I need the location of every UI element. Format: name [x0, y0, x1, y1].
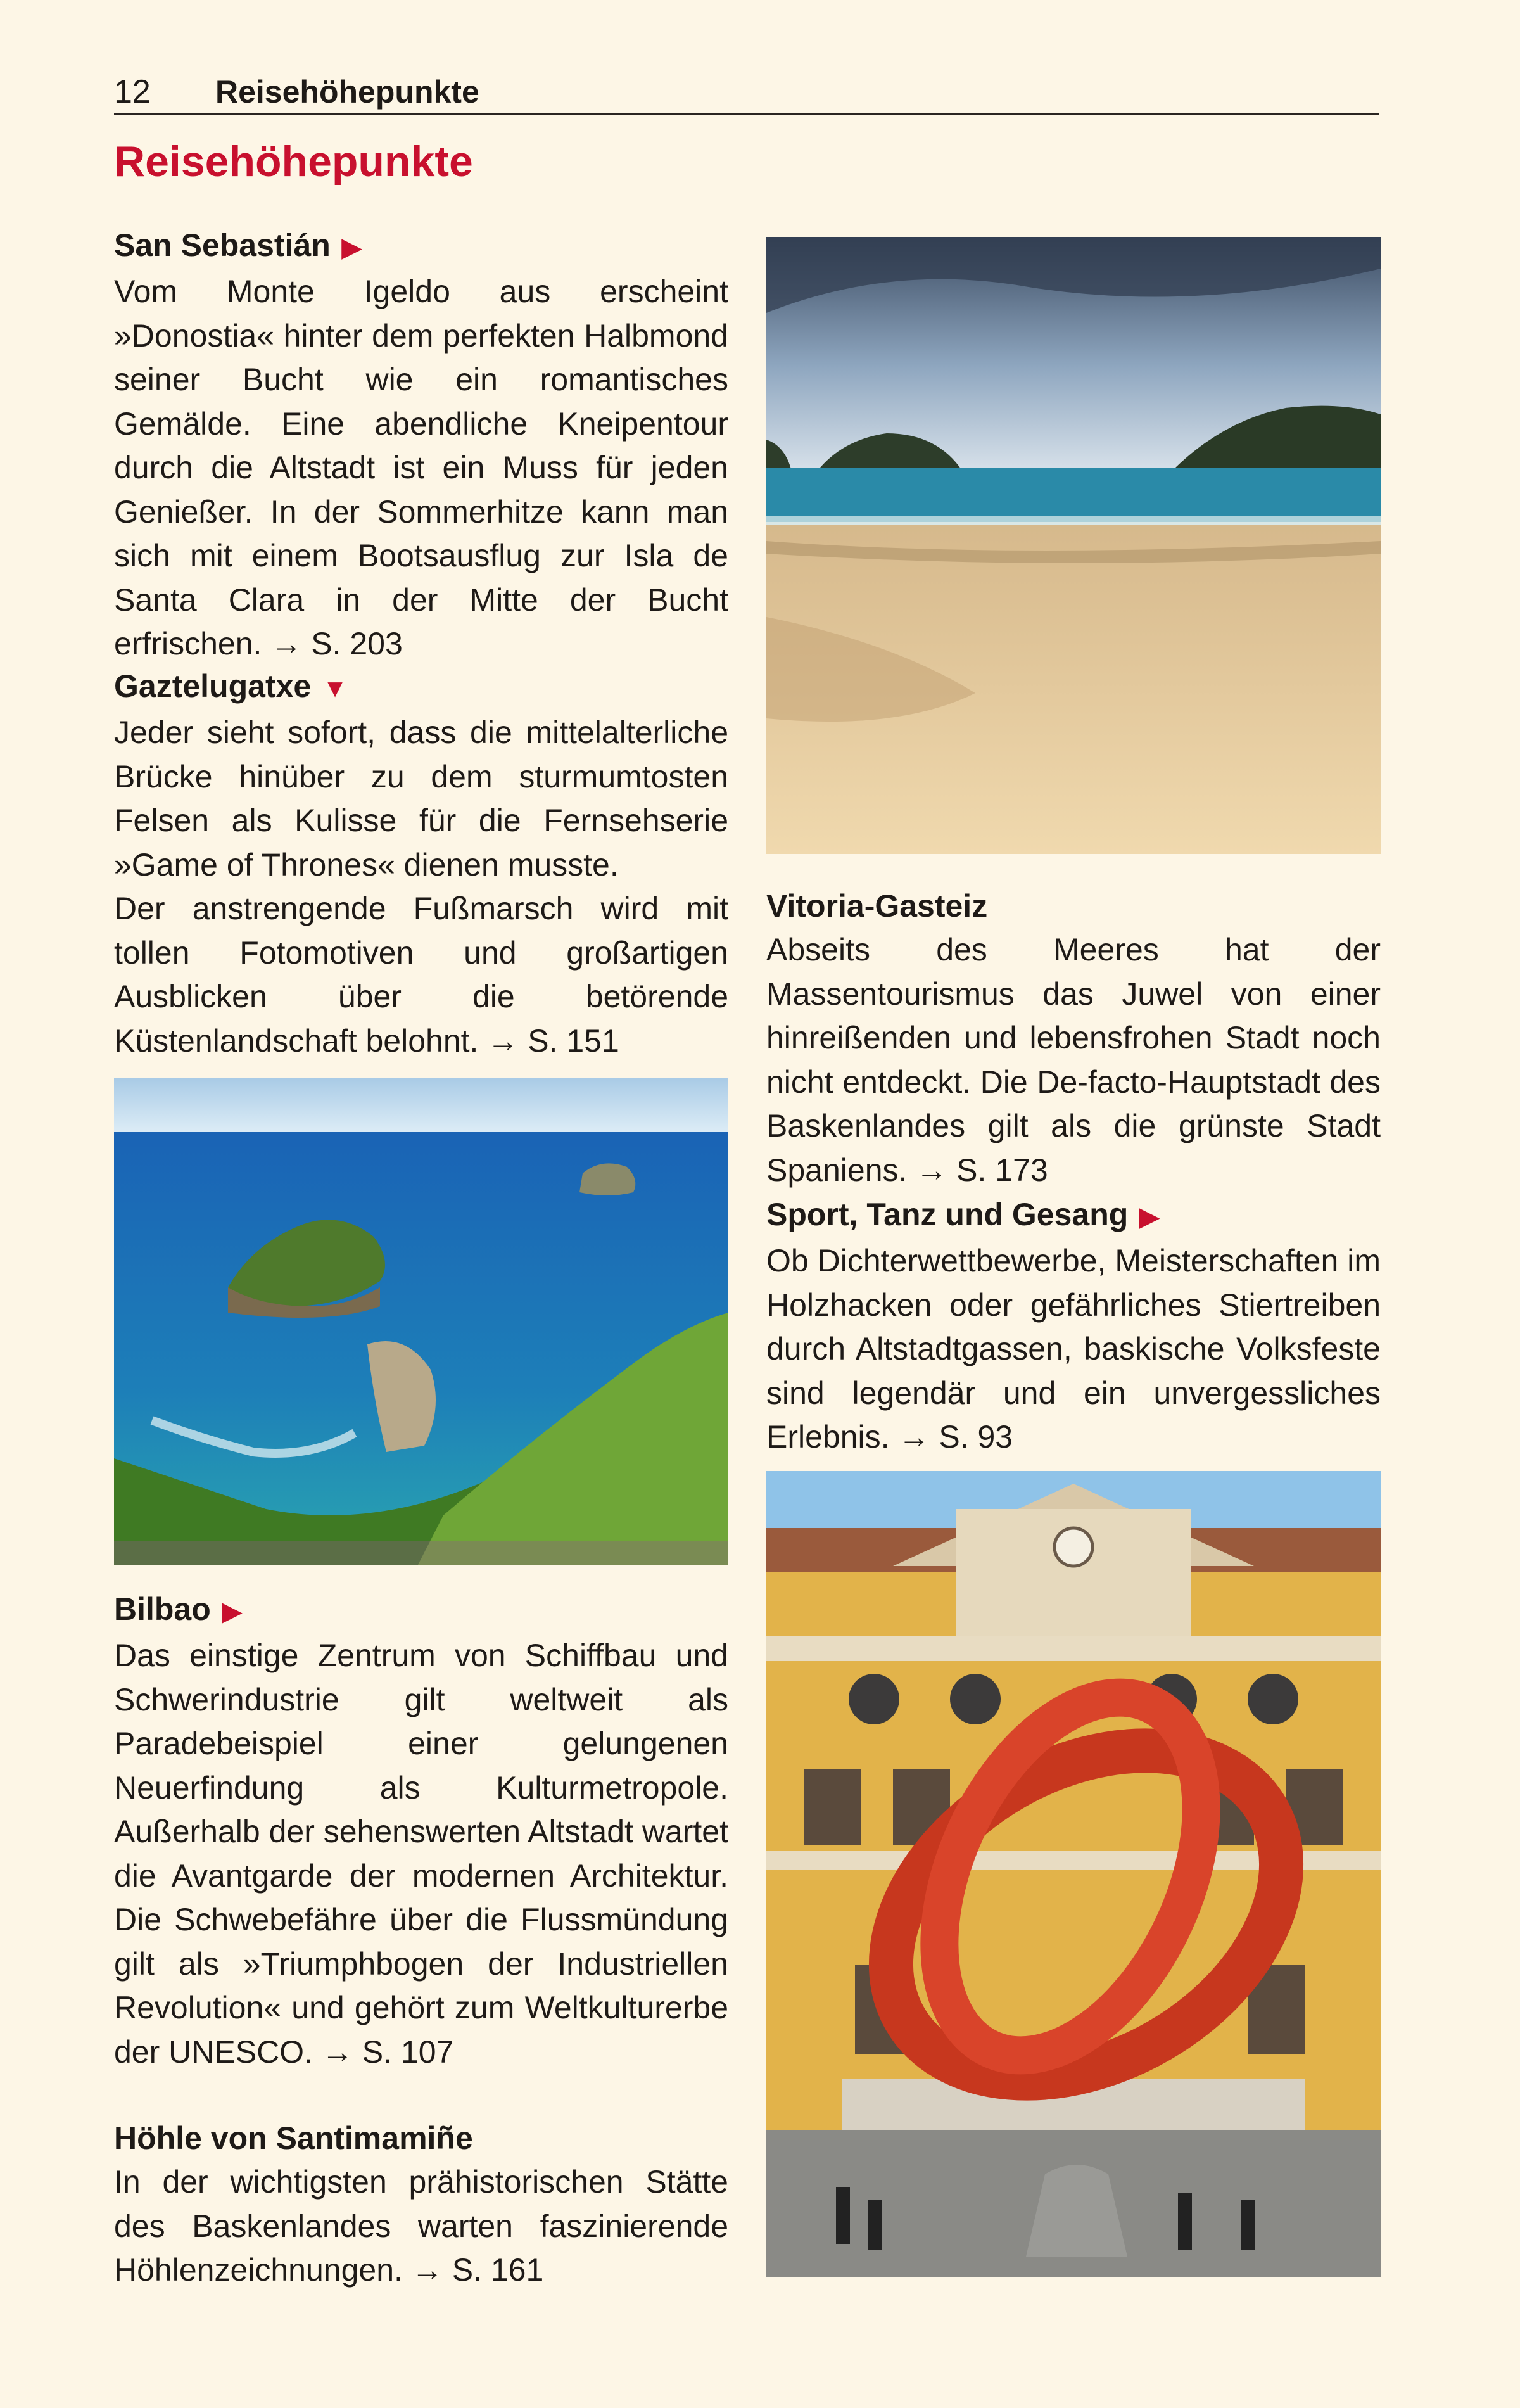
page-title: Reisehöhepunkte	[114, 137, 473, 186]
running-header	[114, 71, 1379, 115]
running-title: Reisehöhepunkte	[215, 74, 479, 110]
arrow-down-icon: ▼	[322, 675, 348, 703]
arrow-right-icon: ▶	[222, 1598, 242, 1626]
section-heading: Bilbao ▶	[114, 1587, 728, 1634]
section-heading: Gaztelugatxe ▼	[114, 664, 728, 711]
arrow-right-icon: ▶	[1139, 1203, 1160, 1231]
arrow-right-icon: ▶	[341, 234, 362, 262]
section-text: Vom Monte Igeldo aus erscheint »Donostia« hinter dem perfekten Halbmond seiner Bucht wie ein romantisches Gemälde. Eine abendliche Kneipentour durch die Altstadt ist ein Muss für jeden Genießer. In der Sommerhitze kann man sich mit einem Bootsausflug zur Isla de Santa Clara in der Mitte der Bucht erfrischen. → S. 203	[114, 274, 728, 661]
section-text: Ob Dichterwettbewerbe, Meisterschaften im Holzhacken oder gefährliches Stiertreiben durch Altstadtgassen, baskische Volksfeste sind legendär und ein unvergessliches Erlebnis. → S. 93	[766, 1243, 1381, 1455]
section-text: Das einstige Zentrum von Schiffbau und Schwerindustrie gilt weltweit als Paradebeispiel einer gelungenen Neuerfindung als Kulturmetropole. Außerhalb der sehenswerten Altstadt wartet die Avantgarde der modernen Architektur. Die Schwebefähre über die Flussmündung gilt als »Triumphbogen der Industriellen Revolution« und gehört zum Weltkulturerbe der UNESCO. → S. 107	[114, 1638, 728, 2070]
section-vitoria	[766, 884, 1381, 1192]
section-hoehle	[114, 2116, 728, 2293]
section-heading: Sport, Tanz und Gesang ▶	[766, 1192, 1381, 1239]
section-text: Abseits des Meeres hat der Massentourismus das Juwel von einer hinreißenden und lebensfrohen Stadt noch nicht entdeckt. Die De-facto-Hauptstadt des Baskenlandes gilt als die grünste Stadt Spaniens. → S. 173	[766, 932, 1381, 1188]
section-bilbao	[114, 1587, 728, 2074]
section-san-sebastian	[114, 223, 728, 666]
section-gaztelugatxe	[114, 664, 728, 1063]
page-number: 12	[114, 73, 151, 110]
section-text: In der wichtigsten prähistorischen Stätte des Baskenlandes warten faszinierende Höhlenzeichnungen. → S. 161	[114, 2164, 728, 2288]
section-heading: Höhle von Santimamiñe	[114, 2120, 473, 2156]
section-text: Jeder sieht sofort, dass die mittelalterliche Brücke hinüber zu dem sturmumtosten Felsen als Kulisse für die Fernsehserie »Game of Thrones« dienen musste.	[114, 715, 728, 882]
section-heading: Vitoria-Gasteiz	[766, 888, 988, 924]
san-sebastian-photo	[766, 237, 1381, 854]
section-sport	[766, 1192, 1381, 1460]
bilbao-city-hall-photo	[766, 1471, 1381, 2277]
gaztelugatxe-photo	[114, 1078, 728, 1565]
section-text-continued: Der anstrengende Fußmarsch wird mit tollen Fotomotiven und großartigen Ausblicken über die betörende Küstenlandschaft belohnt. → S. 151	[114, 891, 728, 1059]
section-heading: San Sebastián ▶	[114, 223, 728, 270]
